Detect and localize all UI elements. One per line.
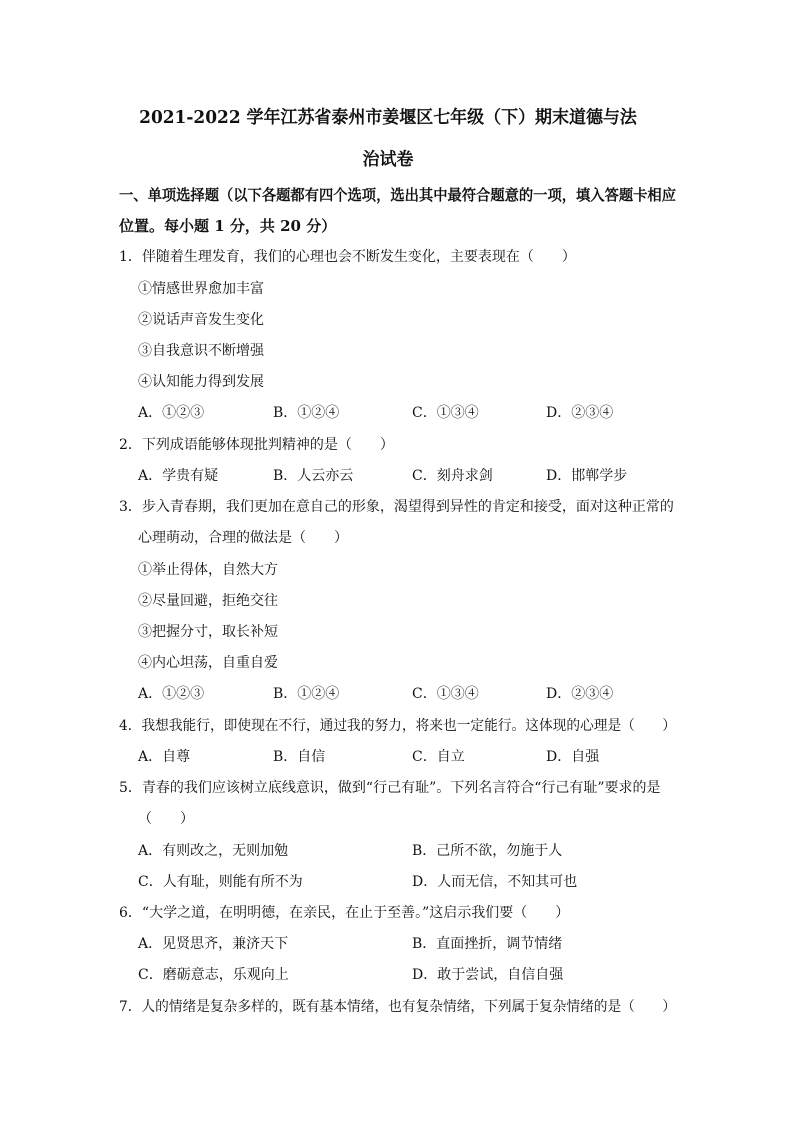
section-heading-line1: 一、单项选择题（以下各题都有四个选项，选出其中最符合题意的一项，填入答题卡相应 <box>119 186 676 204</box>
question-6-option-c: C．磨砺意志，乐观向上 <box>138 967 289 983</box>
question-1-option-d: D．②③④ <box>546 405 614 421</box>
exam-title-line1: 2021-2022 学年江苏省泰州市姜堰区七年级（下）期末道德与法 <box>139 108 637 128</box>
question-3-option-a: A．①②③ <box>138 686 205 702</box>
question-4-option-c: C．自立 <box>412 749 465 765</box>
question-3-item-1: ①举止得体，自然大方 <box>138 562 278 578</box>
question-3-stem-line1: 3．步入青春期，我们更加在意自己的形象，渴望得到异性的肯定和接受，面对这种正常的 <box>119 499 674 515</box>
question-1-option-b: B．①②④ <box>273 405 340 421</box>
question-5-stem-line2: （ ） <box>138 811 194 827</box>
question-1-item-1: ①情感世界愈加丰富 <box>138 281 264 297</box>
question-6-option-d: D．敢于尝试，自信自强 <box>412 967 564 983</box>
question-4-option-a: A．自尊 <box>138 749 191 765</box>
question-6-option-b: B．直面挫折，调节情绪 <box>412 936 563 952</box>
question-2-option-a: A．学贵有疑 <box>138 468 219 484</box>
question-5-option-d: D．人而无信，不知其可也 <box>412 874 578 890</box>
question-2-stem: 2．下列成语能够体现批判精神的是（ ） <box>119 437 394 453</box>
question-4-stem: 4．我想我能行，即使现在不行，通过我的努力，将来也一定能行。这体现的心理是（ ） <box>119 718 677 734</box>
question-5-option-c: C．人有耻，则能有所不为 <box>138 874 303 890</box>
question-3-option-b: B．①②④ <box>273 686 340 702</box>
question-4-option-b: B．自信 <box>273 749 326 765</box>
question-6-stem: 6．“大学之道，在明明德，在亲民，在止于至善。”这启示我们要（ ） <box>119 905 570 921</box>
question-4-option-d: D．自强 <box>546 749 600 765</box>
question-2-option-d: D．邯郸学步 <box>546 468 628 484</box>
exam-title-line2: 治试卷 <box>362 150 414 170</box>
question-3-stem-line2: 心理萌动，合理的做法是（ ） <box>138 530 348 546</box>
question-3-item-4: ④内心坦荡，自重自爱 <box>138 655 278 671</box>
question-2-option-c: C．刻舟求剑 <box>412 468 493 484</box>
question-3-option-d: D．②③④ <box>546 686 614 702</box>
question-3-item-2: ②尽量回避，拒绝交往 <box>138 593 278 609</box>
question-7-stem: 7．人的情绪是复杂多样的，既有基本情绪，也有复杂情绪，下列属于复杂情绪的是（ ） <box>119 999 677 1015</box>
question-1-option-c: C．①③④ <box>412 405 479 421</box>
question-1-item-2: ②说话声音发生变化 <box>138 312 264 328</box>
question-3-item-3: ③把握分寸，取长补短 <box>138 624 278 640</box>
question-2-option-b: B．人云亦云 <box>273 468 354 484</box>
section-heading-line2: 位置。每小题 1 分，共 20 分） <box>119 217 337 235</box>
question-1-item-3: ③自我意识不断增强 <box>138 343 264 359</box>
question-5-option-b: B．己所不欲，勿施于人 <box>412 843 563 859</box>
question-3-option-c: C．①③④ <box>412 686 479 702</box>
question-5-stem-line1: 5．青春的我们应该树立底线意识，做到“行己有耻”。下列名言符合“行己有耻”要求的是 <box>119 780 661 796</box>
question-1-item-4: ④认知能力得到发展 <box>138 374 264 390</box>
question-1-option-a: A．①②③ <box>138 405 205 421</box>
question-5-option-a: A．有则改之，无则加勉 <box>138 843 289 859</box>
question-1-stem: 1．伴随着生理发育，我们的心理也会不断发生变化，主要表现在（ ） <box>119 249 576 265</box>
question-6-option-a: A．见贤思齐，兼济天下 <box>138 936 289 952</box>
